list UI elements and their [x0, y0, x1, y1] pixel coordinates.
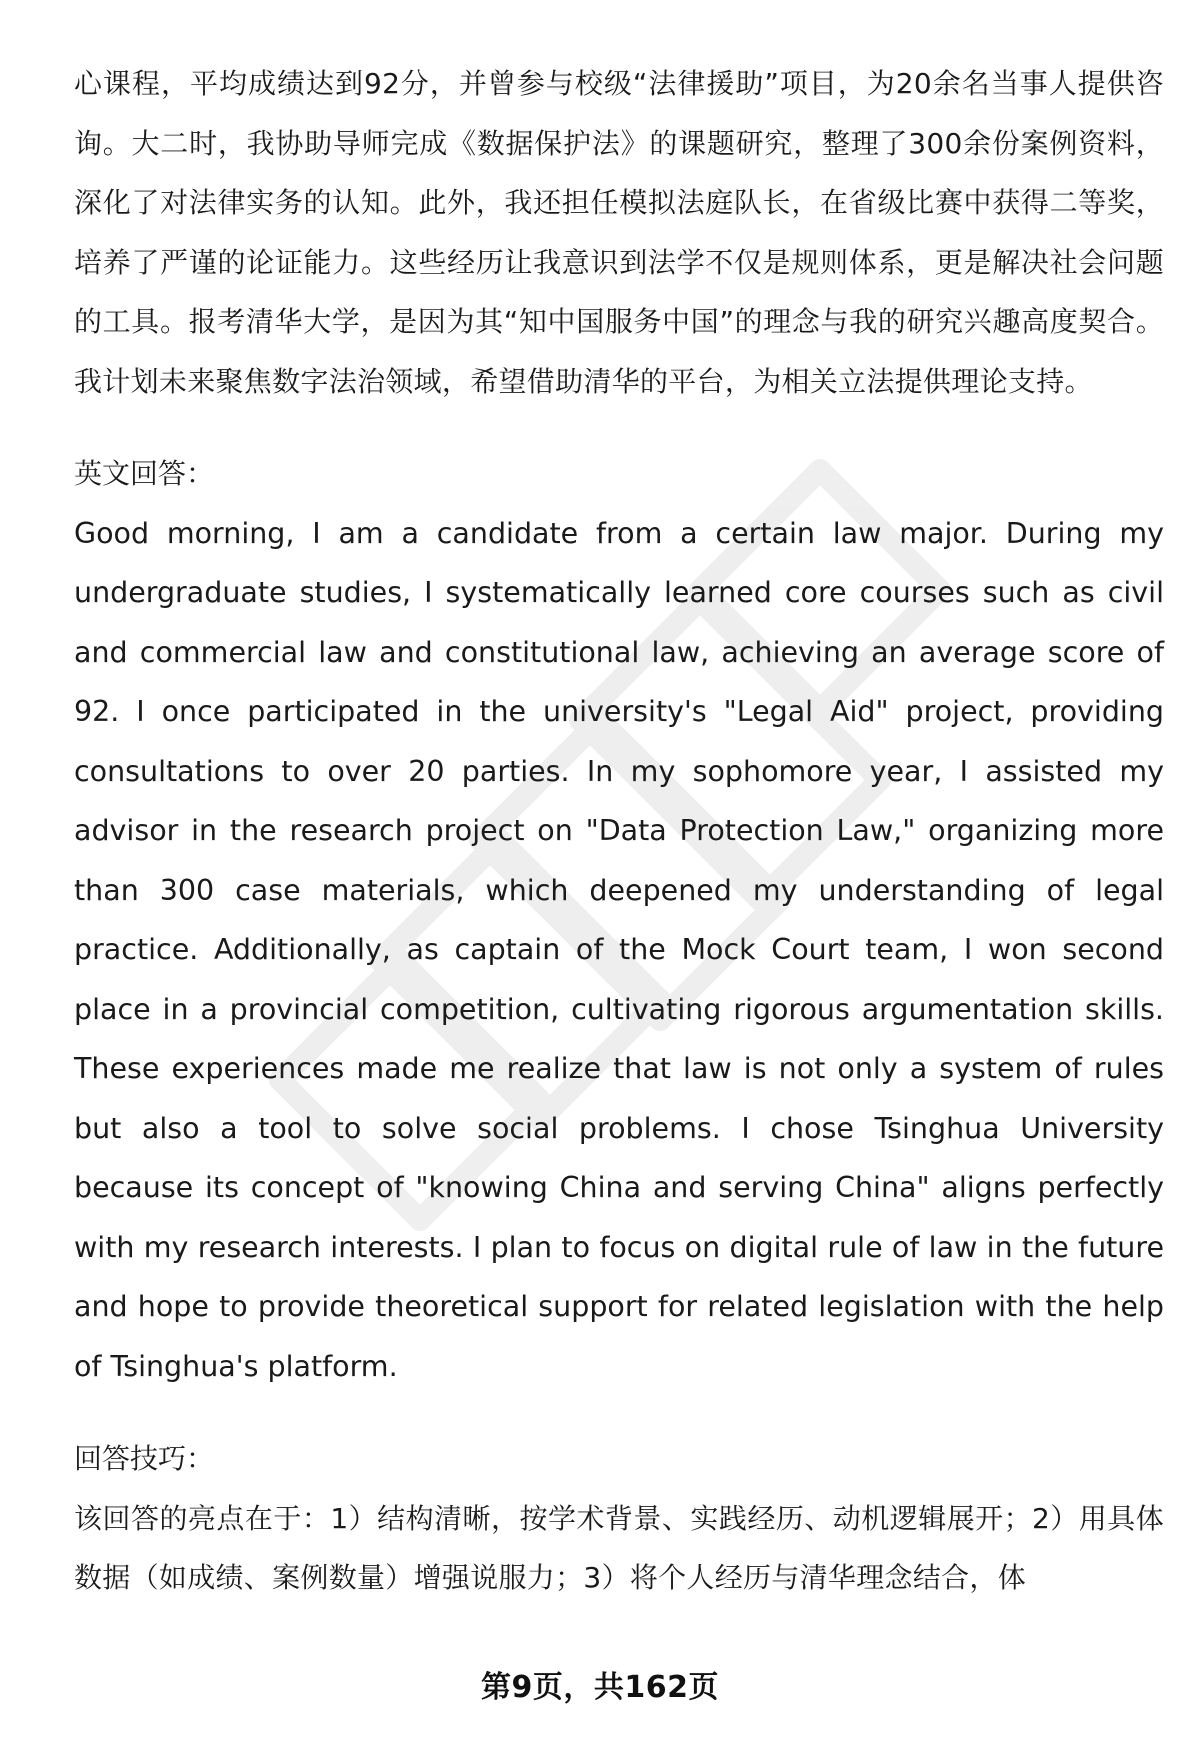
page-number-footer: 第9页，共162页 — [481, 1670, 719, 1705]
document-body — [74, 54, 1164, 1608]
chinese-answer-paragraph: 心课程，平均成绩达到92分，并曾参与校级“法律援助”项目，为20余名当事人提供咨询。大二时，我协助导师完成《数据保护法》的课题研究，整理了300余份案例资料，深化了对法律实务的认知。此外，我还担任模拟法庭队长，在省级比赛中获得二等奖，培养了严谨的论证能力。这些经历让我意识到法学不仅是规则体系，更是解决社会问题的工具。报考清华大学，是因为其“知中国服务中国”的理念与我的研究兴趣高度契合。我计划未来聚焦数字法治领域，希望借助清华的平台，为相关立法提供理论支持。 — [74, 67, 1164, 398]
english-answer-paragraph: Good morning, I am a candidate from a certain law major. During my undergraduate studies, I systematically learned core courses such as civil and commercial law and constitutional law, achieving an average score of 92. I once participated in the university's "Legal Aid" project, providing consultations to over 20 parties. In my sophomore year, I assisted my advisor in the research project on "Data Protection Law," organizing more than 300 case materials, which deepened my understanding of legal practice. Additionally, as captain of the Mock Court team, I won second place in a provincial competition, cultivating rigorous argumentation skills. These experiences made me realize that law is not only a system of rules but also a tool to solve social problems. I chose Tsinghua University because its concept of "knowing China and serving China" aligns perfectly with my research interests. I plan to focus on digital rule of law in the future and hope to provide theoretical support for related legislation with the help of Tsinghua's platform. — [74, 516, 1164, 1383]
tips-paragraph: 该回答的亮点在于：1）结构清晰，按学术背景、实践经历、动机逻辑展开；2）用具体数据（如成绩、案例数量）增强说服力；3）将个人经历与清华理念结合，体 — [74, 1501, 1164, 1594]
tips-heading: 回答技巧： — [74, 1442, 215, 1475]
english-answer-heading: 英文回答： — [74, 457, 215, 490]
